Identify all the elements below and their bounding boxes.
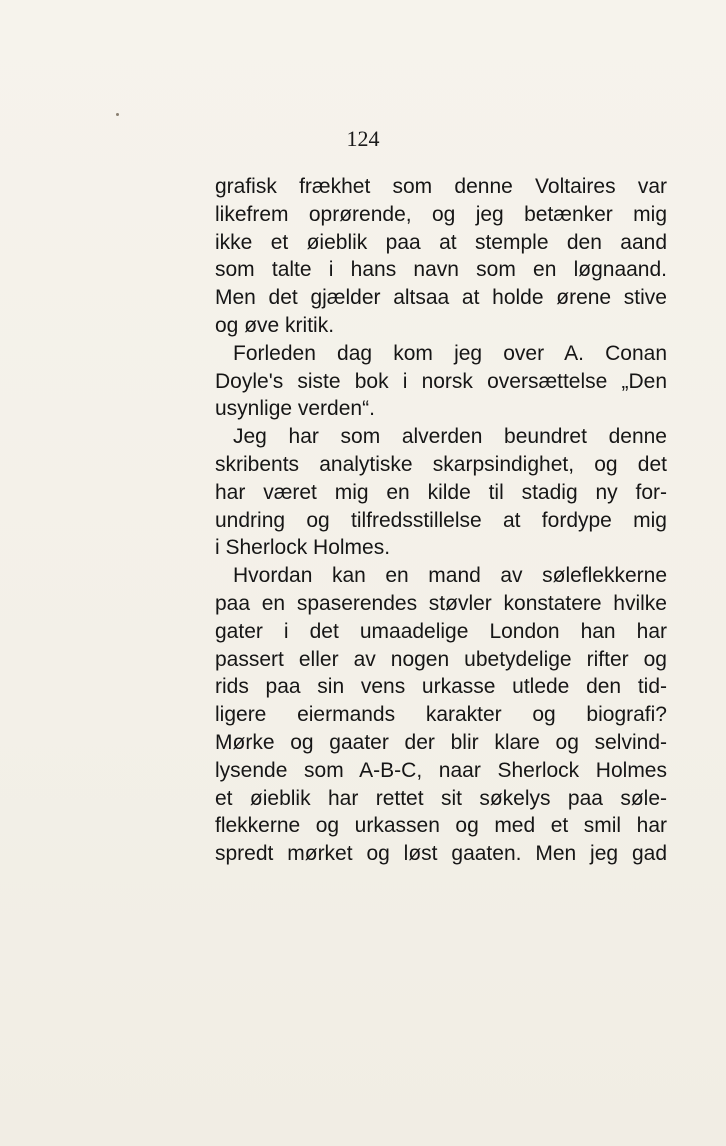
text-line: passert eller av nogen ubetydelige rifter og [215, 647, 667, 671]
text-line: og øve kritik. [215, 313, 335, 337]
text-line: som talte i hans navn som en løgnaand. [215, 258, 667, 282]
text-line: rids paa sin vens urkasse utlede den tid- [215, 675, 667, 699]
text-line: Men det gjælder altsaa at holde ørene stive [215, 286, 667, 310]
text-line: undring og tilfredsstillelse at fordype mig [215, 508, 667, 532]
text-line: ligere eiermands karakter og biografi? [215, 703, 667, 727]
text-line: Hvordan kan en mand av søleflekkerne [233, 564, 667, 588]
text-line: flekkerne og urkassen og med et smil har [215, 814, 667, 838]
text-line: Mørke og gaater der blir klare og selvind- [215, 730, 667, 754]
text-line: skribents analytiske skarpsindighet, og det [215, 452, 667, 476]
text-line: likefrem oprørende, og jeg betænker mig [215, 202, 667, 226]
text-line: paa en spaserendes støvler konstatere hvilke [215, 591, 667, 615]
text-line: Jeg har som alverden beundret denne [233, 425, 667, 449]
paper-speck [116, 113, 119, 116]
text-line: et øieblik har rettet sit søkelys paa søle- [215, 786, 667, 810]
text-line: grafisk frækhet som denne Voltaires var [215, 175, 667, 198]
text-line: Doyle's siste bok i norsk oversættelse „Den [215, 369, 667, 393]
text-line: lysende som A-B-C, naar Sherlock Holmes [215, 758, 667, 782]
text-line: gater i det umaadelige London han har [215, 619, 667, 643]
text-line: Forleden dag kom jeg over A. Conan [233, 341, 667, 365]
body-text [215, 173, 667, 868]
page-number: 124 [346, 126, 380, 151]
text-line: usynlige verden“. [215, 397, 375, 421]
text-line: har været mig en kilde til stadig ny for- [215, 480, 667, 504]
text-line: ikke et øieblik paa at stemple den aand [215, 230, 667, 254]
text-line: spredt mørket og løst gaaten. Men jeg gad [215, 842, 667, 866]
text-line: i Sherlock Holmes. [215, 536, 391, 560]
